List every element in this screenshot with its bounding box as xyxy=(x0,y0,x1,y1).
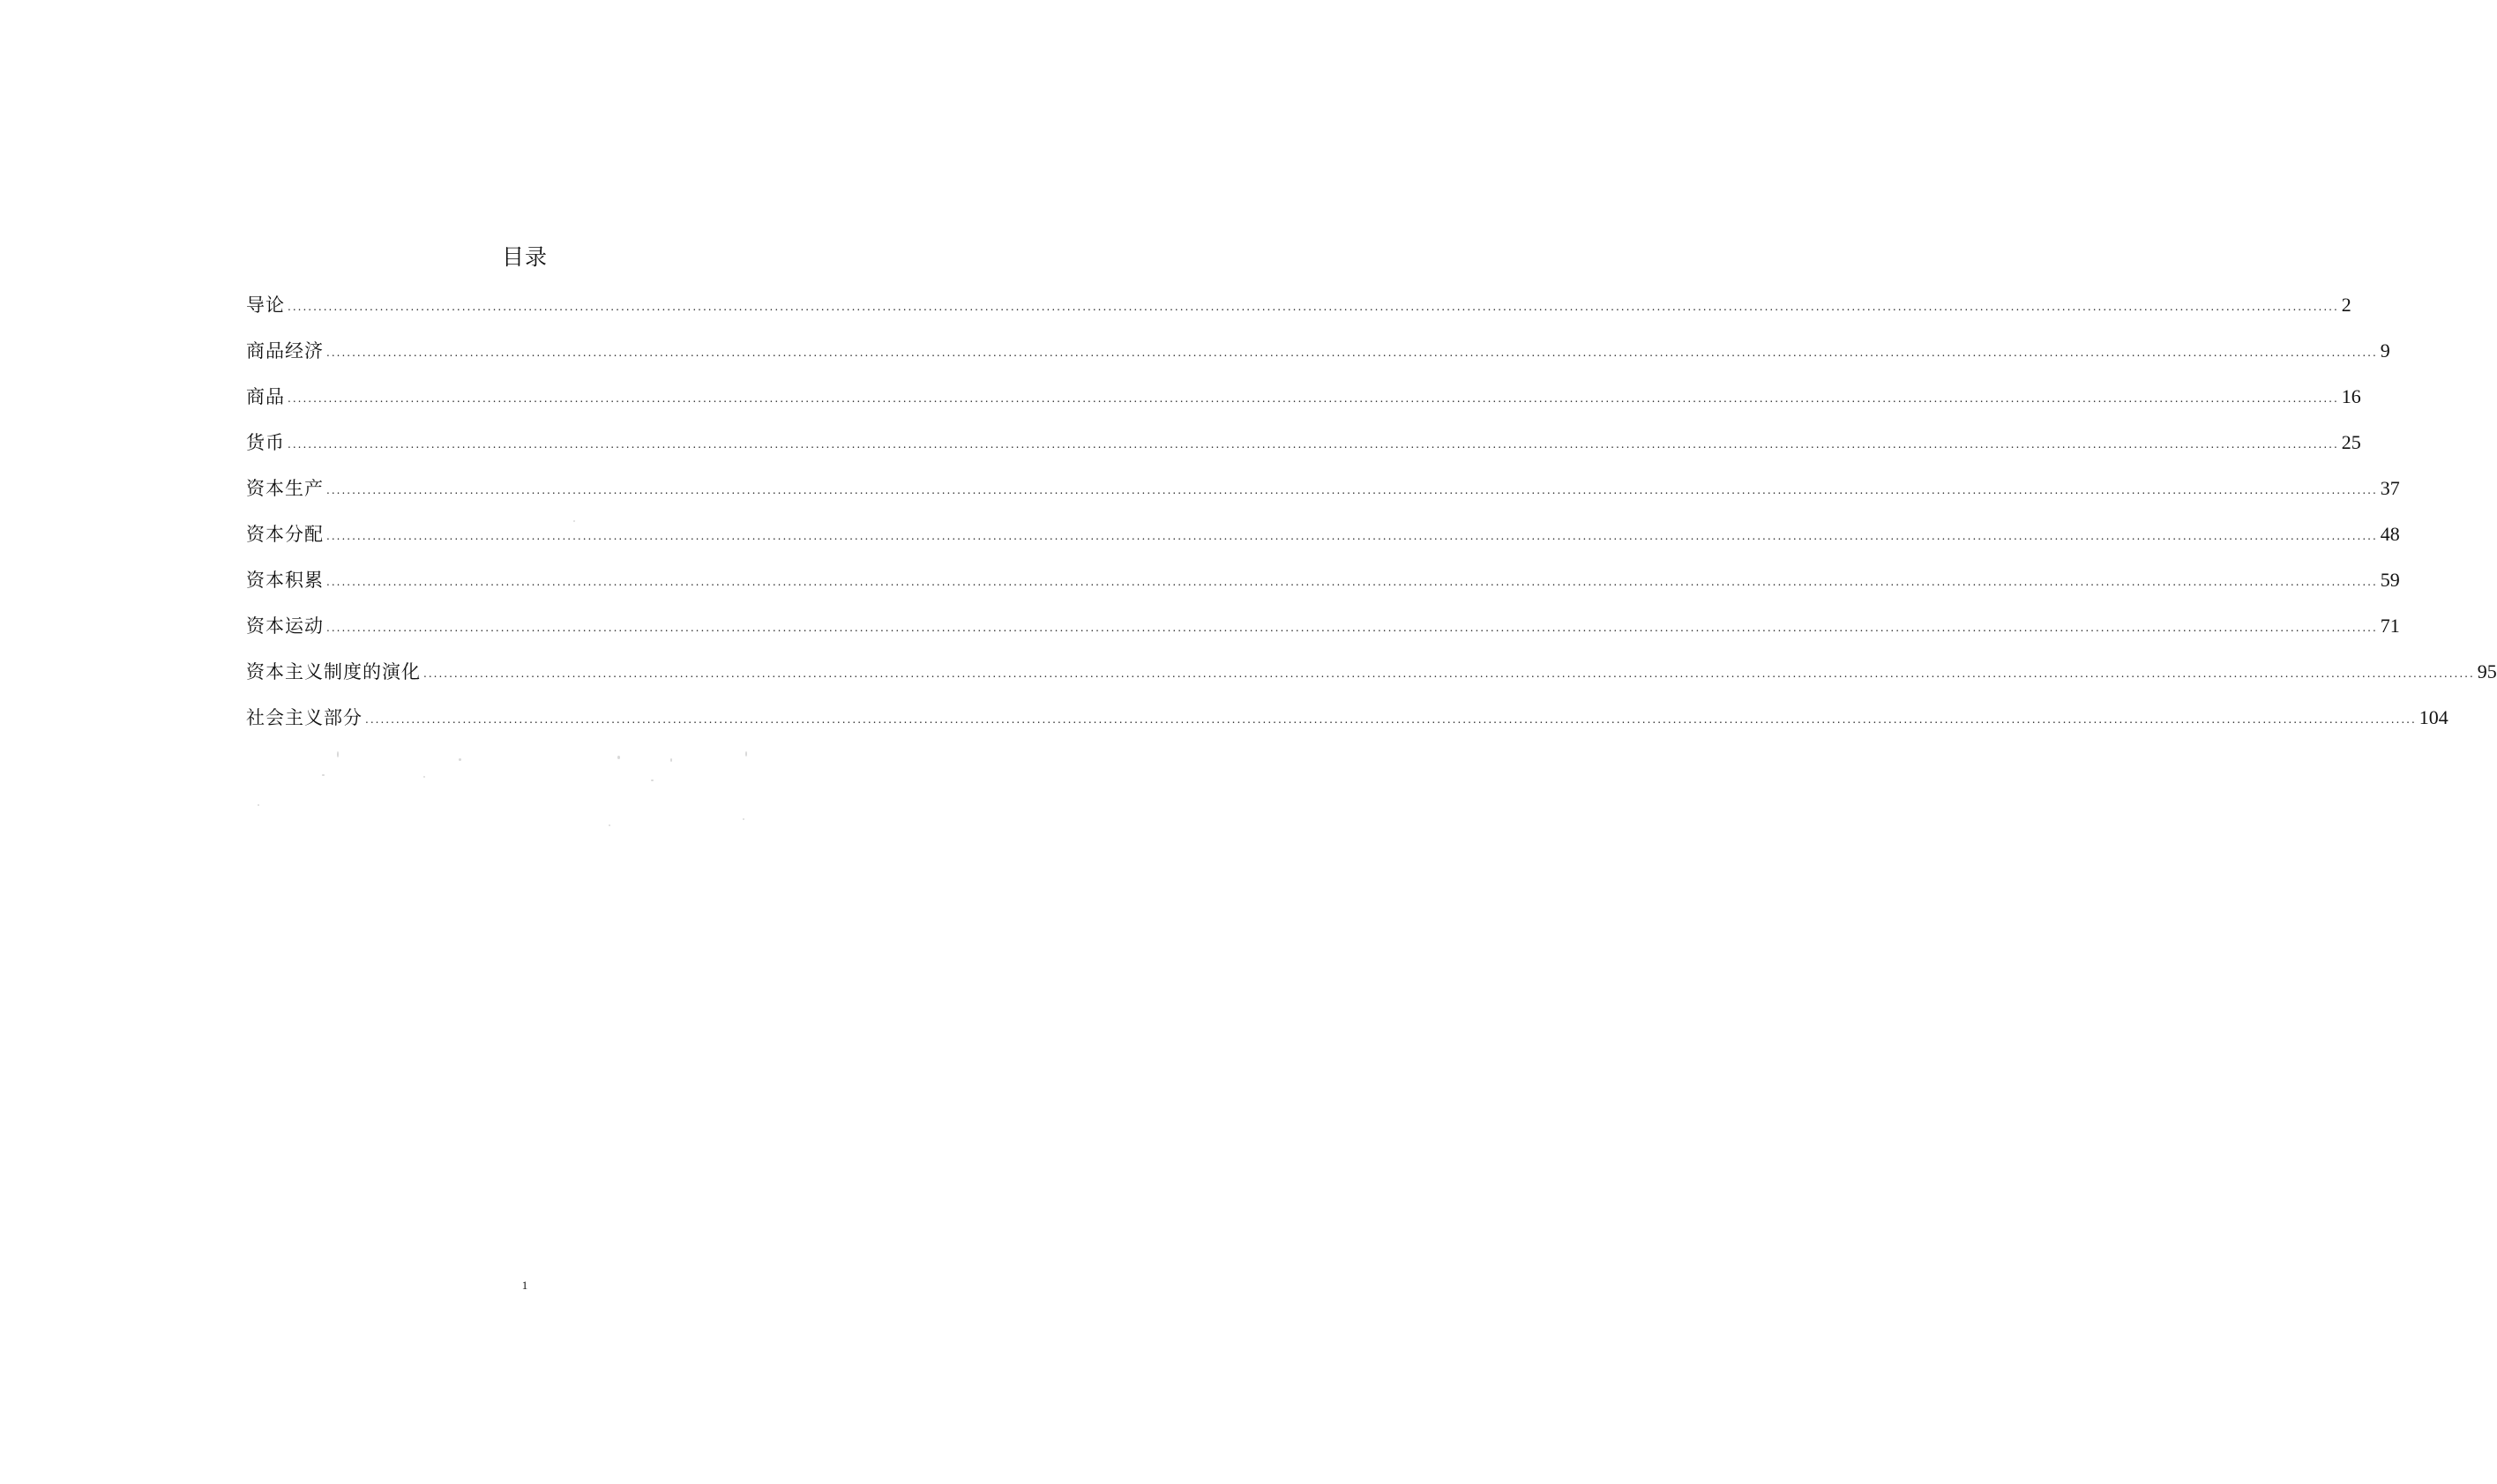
toc-entry-label: 资本分配 xyxy=(246,524,324,545)
scan-speck xyxy=(745,751,747,757)
dot-leader: ................................................................................................................................................................................................................................................................................................................................................................................................................ xyxy=(365,713,2417,726)
dot-leader: ................................................................................................................................................................................................................................................................................................................................................................................................................ xyxy=(326,484,2378,496)
toc-entry-label: 导论 xyxy=(246,295,285,316)
toc-entry[interactable] xyxy=(246,470,2400,516)
toc-entry-page: 16 xyxy=(2341,385,2361,407)
toc-entry-page: 25 xyxy=(2341,431,2361,453)
toc-entry[interactable] xyxy=(246,287,2351,332)
toc-entry-label: 资本生产 xyxy=(246,478,324,499)
toc-entry[interactable] xyxy=(246,608,2400,653)
toc-entry-page: 37 xyxy=(2380,477,2400,499)
scan-speck xyxy=(609,824,610,826)
toc-entry-page: 59 xyxy=(2380,569,2400,591)
toc-entry-label: 货币 xyxy=(246,432,285,453)
toc-entry-page: 71 xyxy=(2380,615,2400,637)
dot-leader: ................................................................................................................................................................................................................................................................................................................................................................................................................ xyxy=(326,530,2378,542)
scan-speck xyxy=(459,758,461,761)
scan-speck xyxy=(322,774,325,776)
dot-leader: ................................................................................................................................................................................................................................................................................................................................................................................................................ xyxy=(288,438,2339,451)
toc-entry-page: 48 xyxy=(2380,523,2400,545)
toc-entry-label: 资本主义制度的演化 xyxy=(246,661,421,682)
dot-leader: ................................................................................................................................................................................................................................................................................................................................................................................................................ xyxy=(288,392,2339,405)
toc-entry-page: 95 xyxy=(2477,660,2497,682)
dot-leader: ................................................................................................................................................................................................................................................................................................................................................................................................................ xyxy=(423,667,2475,680)
toc-entry[interactable] xyxy=(246,332,2390,378)
toc-entry-label: 社会主义部分 xyxy=(246,707,363,728)
scan-speck xyxy=(423,776,425,778)
toc-entry[interactable] xyxy=(246,378,2361,424)
dot-leader: ................................................................................................................................................................................................................................................................................................................................................................................................................ xyxy=(326,347,2378,359)
scan-speck xyxy=(573,520,575,522)
scan-speck xyxy=(337,751,339,757)
dot-leader: ................................................................................................................................................................................................................................................................................................................................................................................................................ xyxy=(326,576,2378,588)
page-number: 1 xyxy=(521,1279,528,1292)
toc-entry-label: 资本运动 xyxy=(246,615,324,637)
scan-speck xyxy=(258,804,259,806)
toc-title: 目录 xyxy=(501,244,548,270)
toc-entry-label: 商品 xyxy=(246,386,285,407)
dot-leader: ................................................................................................................................................................................................................................................................................................................................................................................................................ xyxy=(288,301,2339,313)
table-of-contents xyxy=(246,287,2497,745)
toc-entry-page: 104 xyxy=(2419,706,2448,728)
scan-speck xyxy=(670,758,672,762)
toc-entry-label: 资本积累 xyxy=(246,570,324,591)
scan-speck xyxy=(651,779,654,781)
scan-speck xyxy=(743,818,744,820)
toc-entry-page: 9 xyxy=(2380,339,2390,362)
toc-entry[interactable] xyxy=(246,699,2448,745)
toc-entry-page: 2 xyxy=(2341,294,2351,316)
toc-entry[interactable] xyxy=(246,653,2497,699)
toc-entry[interactable] xyxy=(246,424,2361,470)
toc-entry[interactable] xyxy=(246,562,2400,608)
scan-speck xyxy=(617,756,620,759)
toc-entry-label: 商品经济 xyxy=(246,340,324,362)
dot-leader: ................................................................................................................................................................................................................................................................................................................................................................................................................ xyxy=(326,622,2378,634)
toc-entry[interactable] xyxy=(246,516,2400,562)
